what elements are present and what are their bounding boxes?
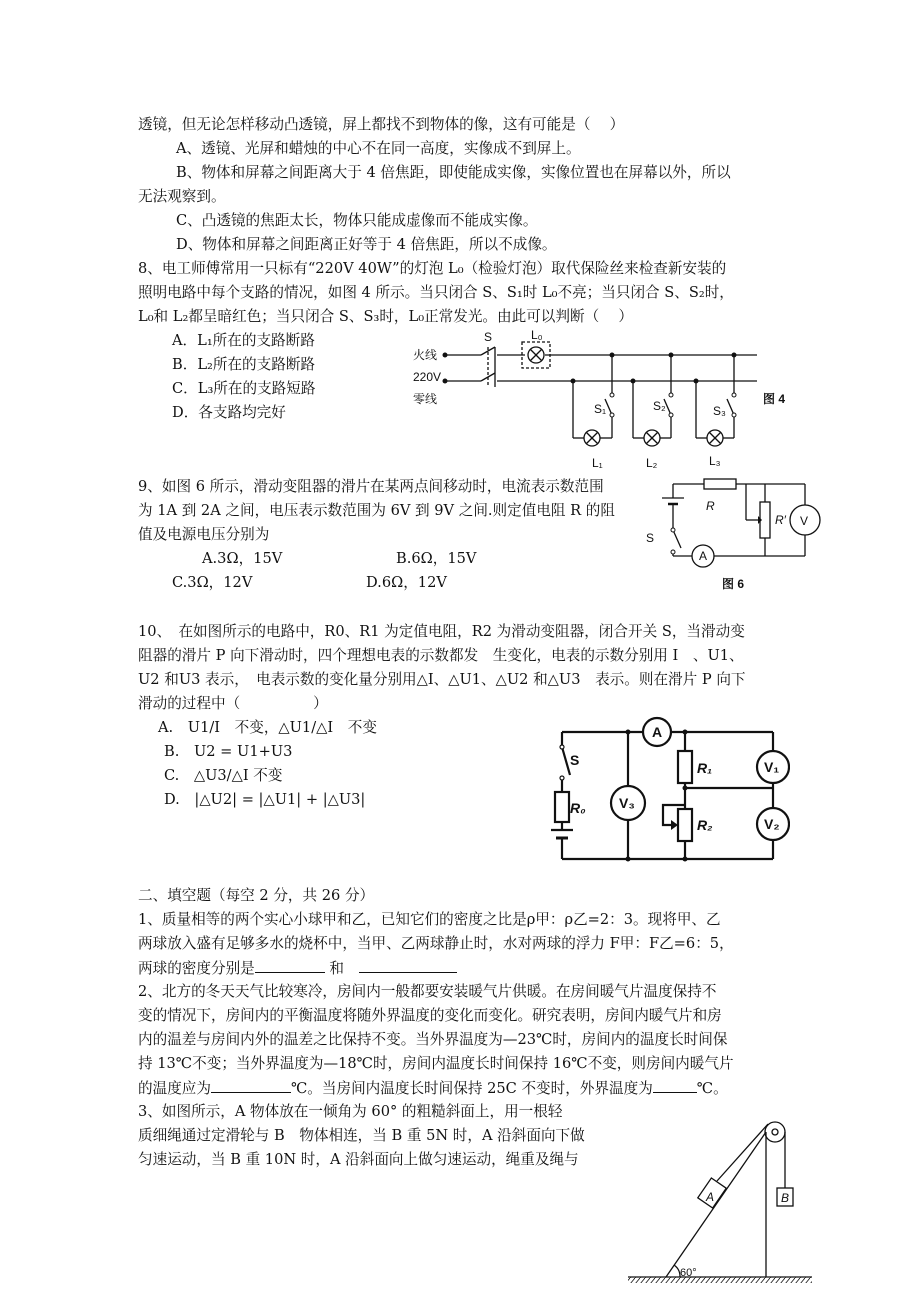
q9-option-b: B.6Ω，15V: [396, 550, 477, 567]
q9-option-c: C.3Ω，12V: [172, 574, 253, 591]
q8-stem-line1: 8、电工师傅常用一只标有“220V 40W”的灯泡 L₀（检验灯泡）取代保险丝来检查新安装的: [138, 260, 727, 277]
q7-option-b: B、物体和屏幕之间距离大于 4 倍焦距，即使能成实像，实像位置也在屏幕以外，所以: [176, 164, 731, 181]
label-l0: L₀: [531, 328, 543, 342]
section-2-heading: 二、填空题（每空 2 分，共 26 分）: [138, 887, 375, 904]
fill-q1-and: 和: [329, 960, 345, 977]
q9-stem-line2: 为 1A 到 2A 之间，电压表示数范围为 6V 到 9V 之间.则定值电阻 R 的阻: [138, 502, 615, 519]
answer-blank-1[interactable]: [255, 958, 325, 973]
fill-q1-line3: [138, 958, 457, 979]
label-angle-60: 60°: [680, 1267, 697, 1279]
q10-stem-line1: 10、 在如图所示的电路中，R0、R1 为定值电阻，R2 为滑动变阻器，闭合开关 S，当滑动变: [138, 623, 745, 640]
fill-q2-line5: [138, 1078, 728, 1099]
fill-q1-line2: 两球放入盛有足够多水的烧杯中，当甲、乙两球静止时，水对两球的浮力 F甲：F乙=6：5，: [138, 935, 734, 952]
figure-4-caption: 图 4: [763, 392, 786, 406]
q10-option-c: C. △U3/△I 不变: [164, 767, 283, 784]
q8-option-d: D．各支路均完好: [172, 404, 286, 421]
label-r2: R₂: [697, 817, 713, 833]
label-220v: 220V: [413, 370, 442, 384]
label-neutral-wire: 零线: [413, 392, 438, 406]
fill-q2-suffix: ℃。: [696, 1080, 728, 1097]
answer-blank-3[interactable]: [211, 1078, 291, 1093]
q7-option-d: D、物体和屏幕之间距离正好等于 4 倍焦距，所以不成像。: [176, 236, 557, 253]
label-ammeter: A: [652, 724, 663, 740]
fill-q2-line1: 2、北方的冬天天气比较寒冷，房间内一般都要安装暖气片供暖。在房间暖气片温度保持不: [138, 983, 717, 1000]
label-s2: S₂: [653, 399, 666, 413]
fill-q2-prefix: 的温度应为: [138, 1080, 211, 1097]
fill-q1-line1: 1、质量相等的两个实心小球甲和乙，已知它们的密度之比是ρ甲：ρ乙=2：3。现将甲、乙: [138, 911, 721, 928]
q10-option-b: B. U2 = U1+U3: [164, 743, 293, 760]
fill-q2-line2: 变的情况下，房间内的平衡温度将随外界温度的变化而变化。研究表明，房间内暖气片和房: [138, 1007, 722, 1024]
label-v2: V₂: [764, 816, 780, 832]
q10-option-a: A. U1/I 不变，△U1/△I 不变: [158, 719, 377, 736]
label-v1: V₁: [764, 759, 780, 775]
q9-stem-line3: 值及电源电压分别为: [138, 526, 270, 543]
q10-stem-line4: 滑动的过程中（ ）: [138, 695, 328, 712]
q10-option-d: D. |△U2| = |△U1| + |△U3|: [164, 791, 366, 808]
q7-stem: 透镜，但无论怎样移动凸透镜，屏上都找不到物体的像，这有可能是（ ）: [138, 116, 625, 133]
label-s1: S₁: [594, 402, 607, 416]
answer-blank-4[interactable]: [653, 1078, 697, 1093]
q8-option-a: A．L₁所在的支路断路: [172, 332, 315, 349]
q8-option-c: C．L₃所在的支路短路: [172, 380, 316, 397]
q10-stem-line3: U2 和U3 表示， 电表示数的变化量分别用△I、△U1、△U2 和△U3 表示。则在滑片 P 向下: [138, 671, 746, 688]
fill-q3-line2: 质细绳通过定滑轮与 B 物体相连，当 B 重 5N 时，A 沿斜面向下做: [138, 1127, 585, 1144]
fill-q2-line3: 内的温差与房间内外的温差之比保持不变。当外界温度为—23℃时，房间内的温度长时间保: [138, 1031, 728, 1048]
fill-q2-line4: 持 13℃不变；当外界温度为—18℃时，房间内温度长时间保持 16℃不变，则房间内暖气片: [138, 1055, 734, 1072]
q9-option-a: A.3Ω，15V: [202, 550, 283, 567]
label-ammeter: A: [699, 549, 708, 563]
label-live-wire: 火线: [413, 348, 438, 362]
label-block-b: B: [781, 1191, 790, 1205]
label-switch-s: S: [646, 531, 655, 545]
q8-option-b: B．L₂所在的支路断路: [172, 356, 316, 373]
q8-stem-line3: L₀和 L₂都呈暗红色；当只闭合 S、S₃时，L₀正常发光。由此可以判断（ ）: [138, 308, 634, 325]
q7-option-b-cont: 无法观察到。: [138, 188, 226, 205]
q9-stem-line1: 9、如图 6 所示，滑动变阻器的滑片在某两点间移动时，电流表示数范围: [138, 478, 604, 495]
answer-blank-2[interactable]: [359, 958, 457, 973]
figure-4-circuit: [405, 325, 805, 475]
fill-q2-middle: ℃。当房间内温度长时间保持 25C 不变时，外界温度为: [290, 1080, 653, 1097]
q9-option-d: D.6Ω，12V: [366, 574, 447, 591]
figure-6-caption: 图 6: [722, 577, 745, 591]
fill-q1-prefix: 两球的密度分别是: [138, 960, 255, 977]
label-switch-s: S: [570, 752, 580, 768]
q10-stem-line2: 阻器的滑片 P 向下滑动时，四个理想电表的示数都发 生变化，电表的示数分别用 I 、U1、: [138, 647, 744, 664]
q8-stem-line2: 照明电路中每个支路的情况，如图 4 所示。当只闭合 S、S₁时 L₀不亮；当只闭合 S、S₂时，: [138, 284, 734, 301]
label-voltmeter: V: [800, 514, 809, 528]
label-block-a: A: [706, 1190, 715, 1204]
incline-pulley-figure: [620, 1110, 820, 1292]
label-r: R: [706, 499, 715, 513]
label-r-prime: R′: [775, 513, 786, 527]
q7-option-a: A、透镜、光屏和蜡烛的中心不在同一高度，实像成不到屏上。: [176, 140, 581, 157]
fill-q3-line1: 3、如图所示，A 物体放在一倾角为 60° 的粗糙斜面上，用一根轻: [138, 1103, 563, 1120]
label-r0: R₀: [570, 800, 586, 816]
fill-q3-line3: 匀速运动，当 B 重 10N 时，A 沿斜面向上做匀速运动，绳重及绳与: [138, 1151, 579, 1168]
figure-6-circuit: [640, 470, 840, 600]
label-l2: L₂: [646, 456, 658, 470]
label-l3: L₃: [709, 454, 721, 468]
label-switch-s: S: [484, 330, 493, 344]
q7-option-c: C、凸透镜的焦距太长，物体只能成虚像而不能成实像。: [176, 212, 538, 229]
label-r1: R₁: [697, 760, 713, 776]
q10-circuit-figure: [540, 712, 790, 867]
label-l1: L₁: [592, 456, 603, 470]
label-v3: V₃: [619, 795, 635, 811]
label-s3: S₃: [713, 404, 726, 418]
